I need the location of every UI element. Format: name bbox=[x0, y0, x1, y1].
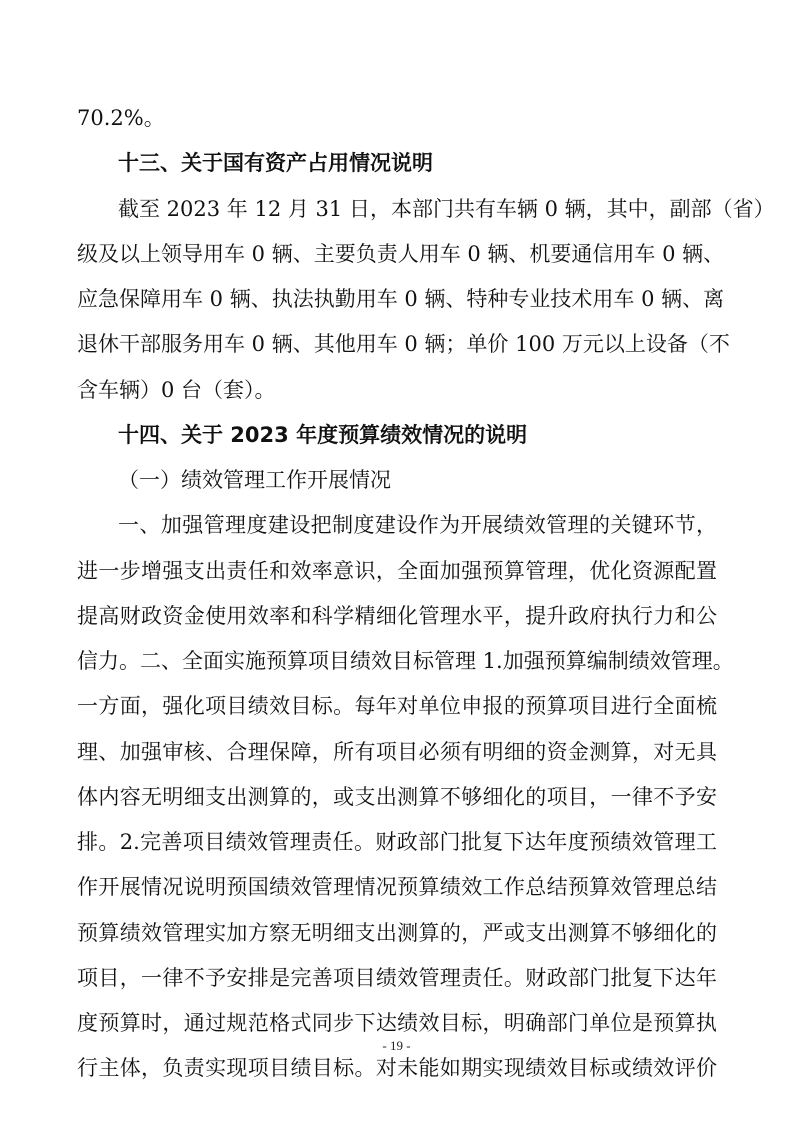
paragraph-line: 退休干部服务用车 0 辆、其他用车 0 辆；单价 100 万元以上设备（不 bbox=[77, 332, 730, 356]
paragraph-line: 含车辆）0 台（套）。 bbox=[77, 378, 276, 402]
text-line-continuation: 70.2%。 bbox=[77, 106, 165, 130]
paragraph-line: 一、加强管理度建设把制度建设作为开展绩效管理的关键环节， bbox=[118, 513, 717, 537]
paragraph-line: 提高财政资金使用效率和科学精细化管理水平，提升政府执行力和公 bbox=[77, 604, 717, 628]
paragraph-line: 截至 2023 年 12 月 31 日，本部门共有车辆 0 辆，其中，副部（省） bbox=[118, 197, 775, 221]
paragraph-line: 排。2.完善项目绩效管理责任。财政部门批复下达年度预绩效管理工 bbox=[77, 830, 717, 854]
section-heading-14: 十四、关于 2023 年度预算绩效情况的说明 bbox=[118, 423, 528, 447]
paragraph-line: 一方面，强化项目绩效目标。每年对单位申报的预算项目进行全面梳 bbox=[77, 694, 717, 718]
paragraph-line: 度预算时，通过规范格式同步下达绩效目标，明确部门单位是预算执 bbox=[77, 1011, 717, 1035]
paragraph-line: 信力。二、全面实施预算项目绩效目标管理 1.加强预算编制绩效管理。 bbox=[77, 649, 734, 673]
subsection-heading: （一）绩效管理工作开展情况 bbox=[118, 468, 391, 492]
paragraph-line: 行主体，负责实现项目绩目标。对未能如期实现绩效目标或绩效评价 bbox=[77, 1056, 717, 1080]
paragraph-line: 进一步增强支出责任和效率意识，全面加强预算管理，优化资源配置 bbox=[77, 559, 717, 583]
paragraph-line: 作开展情况说明预国绩效管理情况预算绩效工作总结预算效管理总结 bbox=[77, 875, 717, 899]
paragraph-line: 应急保障用车 0 辆、执法执勤用车 0 辆、特种专业技术用车 0 辆、离 bbox=[77, 287, 725, 311]
paragraph-line: 级及以上领导用车 0 辆、主要负责人用车 0 辆、机要通信用车 0 辆、 bbox=[77, 242, 725, 266]
page-number: - 19 - bbox=[382, 1038, 411, 1053]
paragraph-line: 预算绩效管理实加方察无明细支出测算的，严或支出测算不够细化的 bbox=[77, 921, 717, 945]
paragraph-line: 项目，一律不予安排是完善项目绩效管理责任。财政部门批复下达年 bbox=[77, 966, 717, 990]
paragraph-line: 体内容无明细支出测算的，或支出测算不够细化的项目，一律不予安 bbox=[77, 785, 717, 809]
paragraph-line: 理、加强审核、合理保障，所有项目必须有明细的资金测算，对无具 bbox=[77, 740, 717, 764]
section-heading-13: 十三、关于国有资产占用情况说明 bbox=[118, 151, 433, 175]
